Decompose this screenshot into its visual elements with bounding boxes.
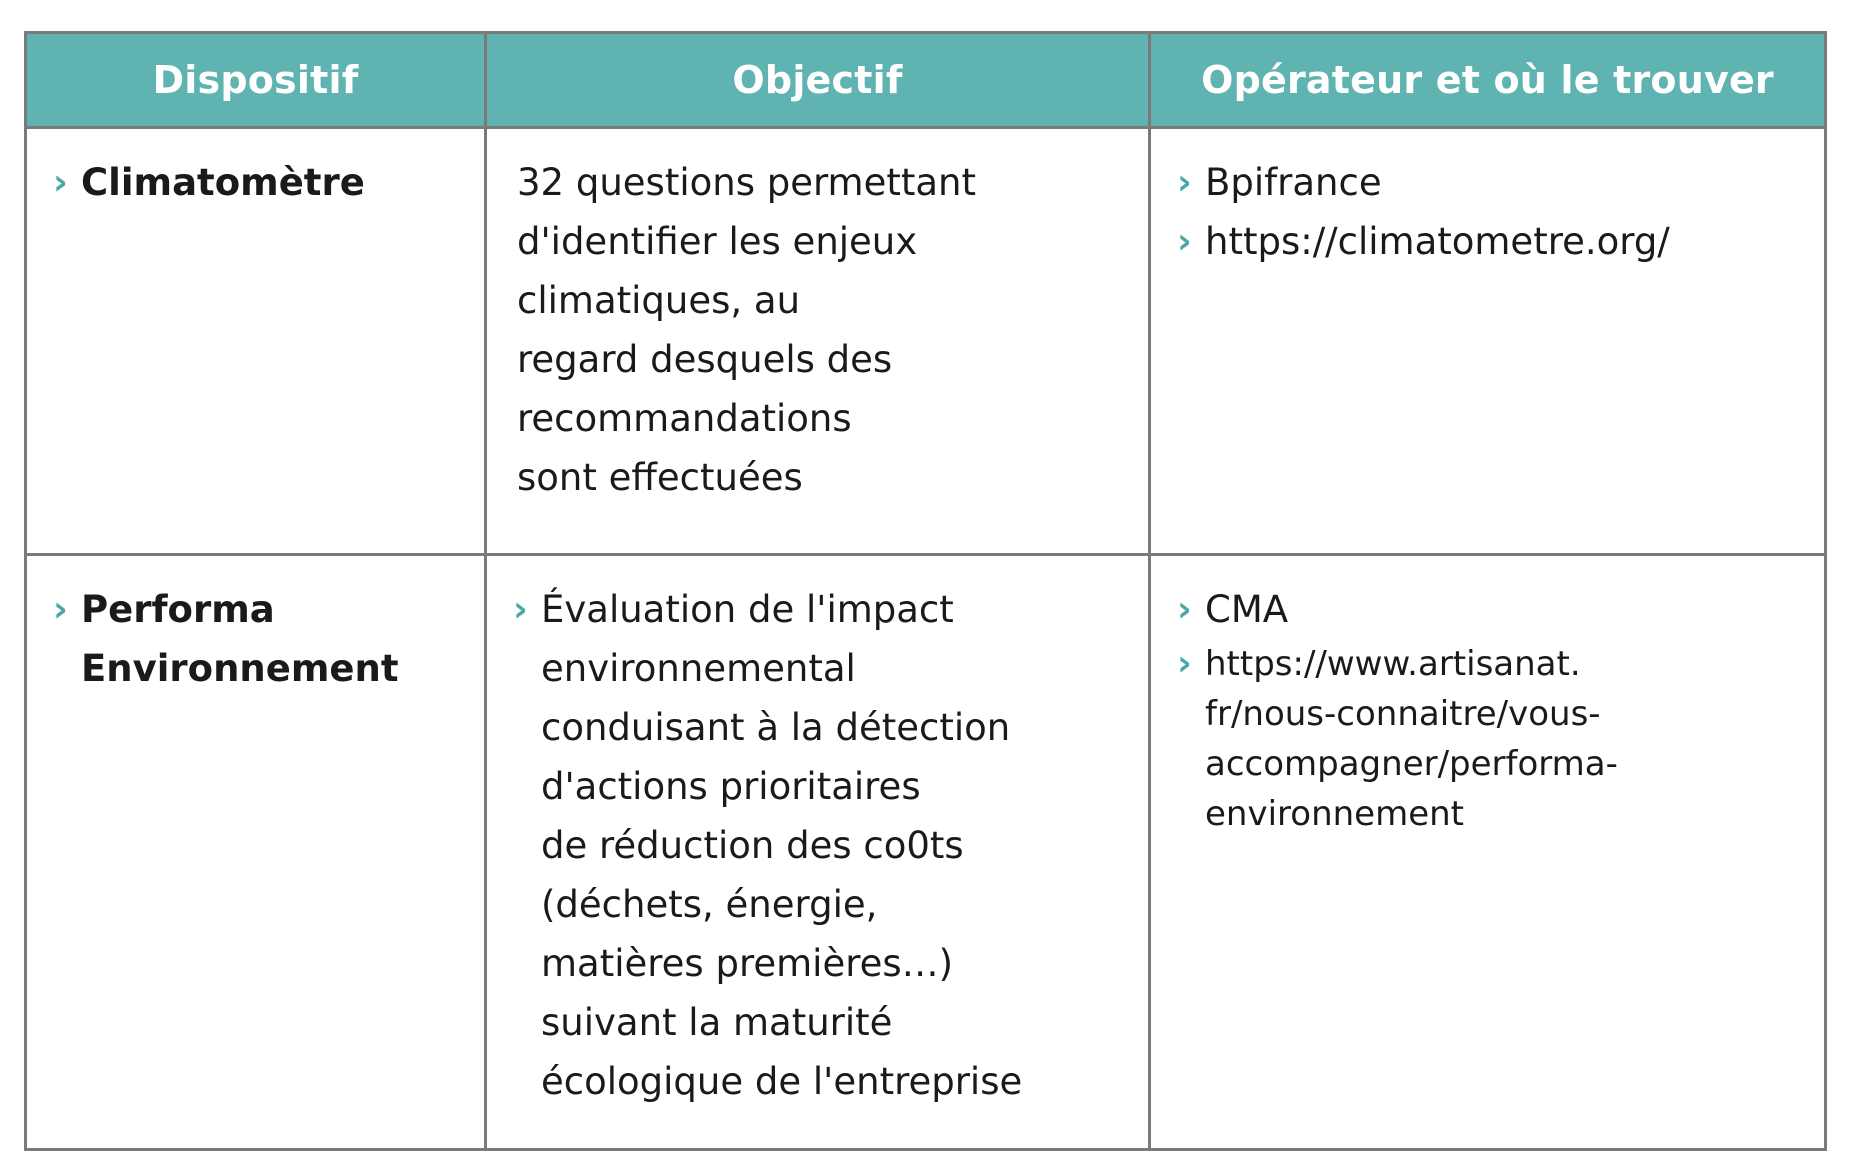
objectif-line: environnemental [541,647,856,690]
dispositif-name-line: Climatomètre [81,161,365,204]
list-item [1177,580,1800,639]
operateur-link[interactable]: https://climatometre.org/ [1205,220,1670,263]
cell-objectif [486,128,1150,555]
table-row [26,128,1826,555]
list-item [1177,212,1800,271]
objectif-line: Évaluation de l'impact [541,588,954,631]
cell-dispositif [26,555,486,1150]
list-item [1177,639,1800,839]
objectif-line: (déchets, énergie, [541,883,878,926]
chevron-right-icon: › [513,589,528,630]
chevron-right-icon: › [1177,221,1192,262]
list-item [513,580,1124,1111]
chevron-right-icon: › [1177,162,1192,203]
dispositifs-table-container [24,31,1824,1151]
header-dispositif: Dispositif [26,33,486,128]
dispositif-name [81,153,365,212]
objectif-line: regard desquels des [517,338,893,381]
operateur-name: CMA [1205,588,1289,631]
chevron-right-icon: › [53,589,68,630]
dispositif-name [81,580,399,698]
header-objectif: Objectif [486,33,1150,128]
objectif-line: matières premières…) [541,942,954,985]
cell-objectif [486,555,1150,1150]
objectif-line: climatiques, au [517,279,801,322]
list-item [53,153,460,212]
objectif-line: recommandations [517,397,852,440]
objectif-line: d'identifier les enjeux [517,220,918,263]
operateur-name: Bpifrance [1205,161,1382,204]
objectif-line: suivant la maturité [541,1001,893,1044]
header-operateur: Opérateur et où le trouver [1150,33,1826,128]
link-line: https://www.artisanat. [1205,644,1581,684]
list-item [53,580,460,698]
cell-operateur [1150,128,1826,555]
chevron-right-icon: › [53,162,68,203]
table-row [26,555,1826,1150]
objectif-line: 32 questions permettant [517,161,976,204]
objectif-line: conduisant à la détection [541,706,1011,749]
objectif-text [517,153,1124,507]
dispositif-name-line: Performa [81,588,275,631]
dispositifs-table [24,31,1827,1151]
dispositif-name-line: Environnement [81,647,399,690]
chevron-right-icon: › [1177,589,1192,630]
cell-operateur [1150,555,1826,1150]
list-item [1177,153,1800,212]
objectif-text [541,580,1022,1111]
objectif-line: sont effectuées [517,456,803,499]
link-line: fr/nous-connaitre/vous- [1205,694,1601,734]
objectif-line: d'actions prioritaires [541,765,921,808]
link-line: accompagner/performa- [1205,744,1618,784]
link-line: environnement [1205,794,1465,834]
cell-dispositif [26,128,486,555]
objectif-line: écologique de l'entreprise [541,1060,1023,1103]
chevron-right-icon: › [1177,643,1192,684]
operateur-link[interactable] [1205,639,1618,839]
objectif-line: de réduction des co0ts [541,824,964,867]
table-header-row [26,33,1826,128]
